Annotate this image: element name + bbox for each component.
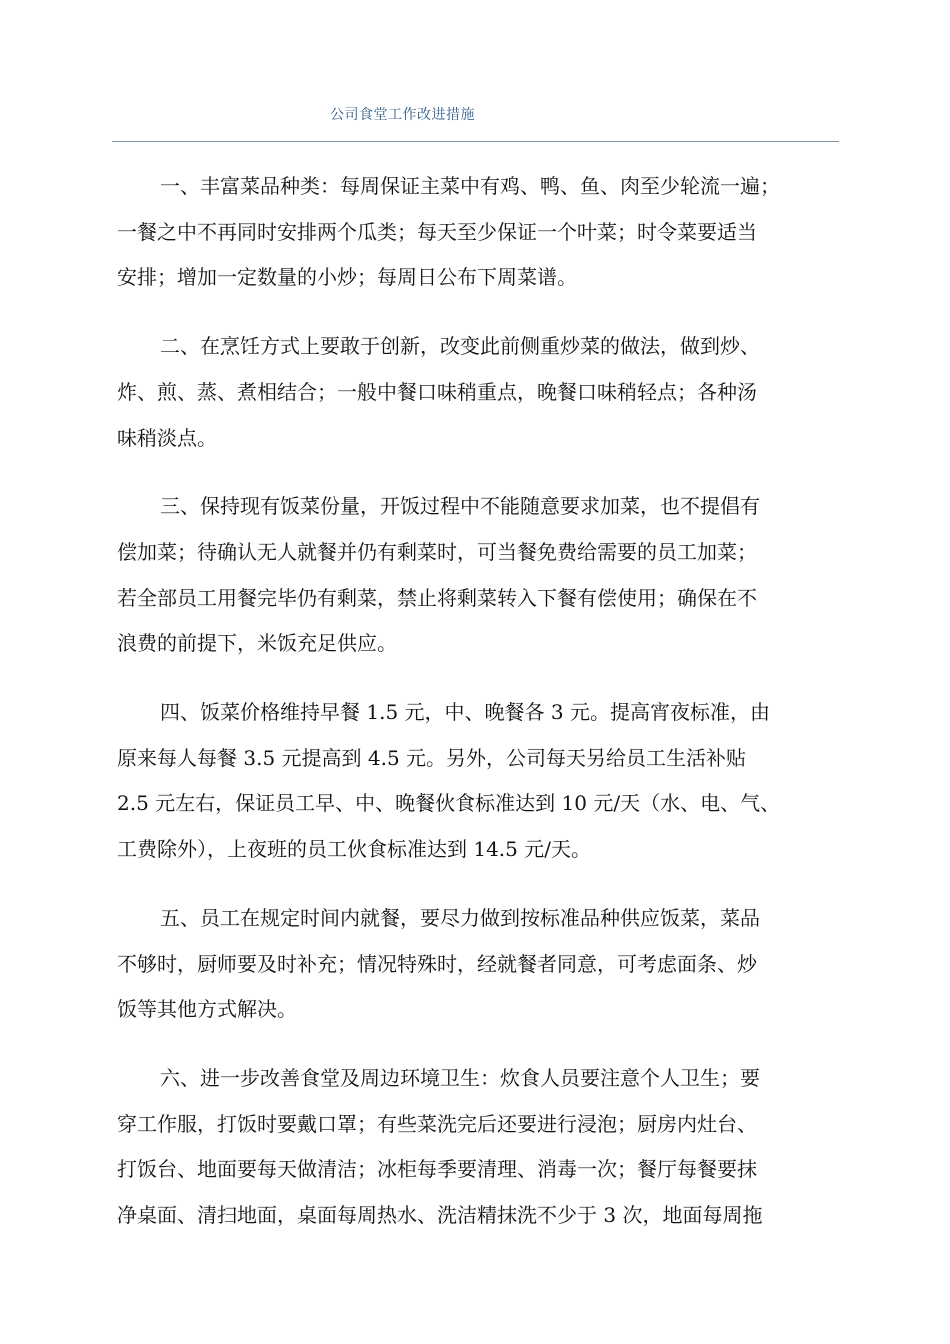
paragraph-line: 三、保持现有饭菜份量，开饭过程中不能随意要求加菜，也不提倡有 xyxy=(160,494,760,519)
paragraph-line: 炸、煎、蒸、煮相结合；一般中餐口味稍重点，晚餐口味稍轻点；各种汤 xyxy=(117,379,757,404)
paragraph-line: 浪费的前提下，米饭充足供应。 xyxy=(117,631,397,656)
paragraph-line: 穿工作服，打饭时要戴口罩；有些菜洗完后还要进行浸泡；厨房内灶台、 xyxy=(117,1111,757,1136)
paragraph-line: 饭等其他方式解决。 xyxy=(117,997,297,1022)
page-header-title: 公司食堂工作改进措施 xyxy=(330,107,475,123)
paragraph-5 xyxy=(117,896,847,1033)
paragraph-line: 一、丰富菜品种类：每周保证主菜中有鸡、鸭、鱼、肉至少轮流一遍； xyxy=(160,174,780,198)
paragraph-3 xyxy=(117,484,847,667)
paragraph-line: 一餐之中不再同时安排两个瓜类；每天至少保证一个叶菜；时令菜要适当 xyxy=(117,219,757,244)
paragraph-line: 工费除外），上夜班的员工伙食标准达到 14.5 元/天。 xyxy=(117,837,591,862)
paragraph-line: 净桌面、清扫地面，桌面每周热水、洗洁精抹洗不少于 3 次，地面每周拖 xyxy=(117,1203,763,1228)
paragraph-1 xyxy=(117,164,847,301)
paragraph-line: 偿加菜；待确认无人就餐并仍有剩菜时，可当餐免费给需要的员工加菜； xyxy=(117,539,757,564)
document-body xyxy=(117,164,847,1262)
paragraph-line: 六、进一步改善食堂及周边环境卫生：炊食人员要注意个人卫生；要 xyxy=(160,1065,760,1090)
paragraph-6 xyxy=(117,1056,847,1239)
paragraph-line: 二、在烹饪方式上要敢于创新，改变此前侧重炒菜的做法，做到炒、 xyxy=(160,334,760,359)
paragraph-line: 不够时，厨师要及时补充；情况特殊时，经就餐者同意，可考虑面条、炒 xyxy=(117,951,757,976)
paragraph-line: 若全部员工用餐完毕仍有剩菜，禁止将剩菜转入下餐有偿使用；确保在不 xyxy=(117,585,757,610)
header-divider xyxy=(112,141,839,142)
paragraph-4 xyxy=(117,690,847,873)
paragraph-line: 安排；增加一定数量的小炒；每周日公布下周菜谱。 xyxy=(117,265,577,290)
paragraph-line: 2.5 元左右，保证员工早、中、晚餐伙食标准达到 10 元/天（水、电、气、 xyxy=(117,791,781,816)
paragraph-line: 原来每人每餐 3.5 元提高到 4.5 元。另外，公司每天另给员工生活补贴 xyxy=(117,745,747,770)
paragraph-line: 五、员工在规定时间内就餐，要尽力做到按标准品种供应饭菜，菜品 xyxy=(160,905,760,930)
paragraph-2 xyxy=(117,324,847,461)
paragraph-line: 四、饭菜价格维持早餐 1.5 元，中、晚餐各 3 元。提高宵夜标准，由 xyxy=(160,700,770,725)
paragraph-line: 打饭台、地面要每天做清洁；冰柜每季要清理、消毒一次；餐厅每餐要抹 xyxy=(117,1157,757,1182)
paragraph-line: 味稍淡点。 xyxy=(117,425,217,450)
